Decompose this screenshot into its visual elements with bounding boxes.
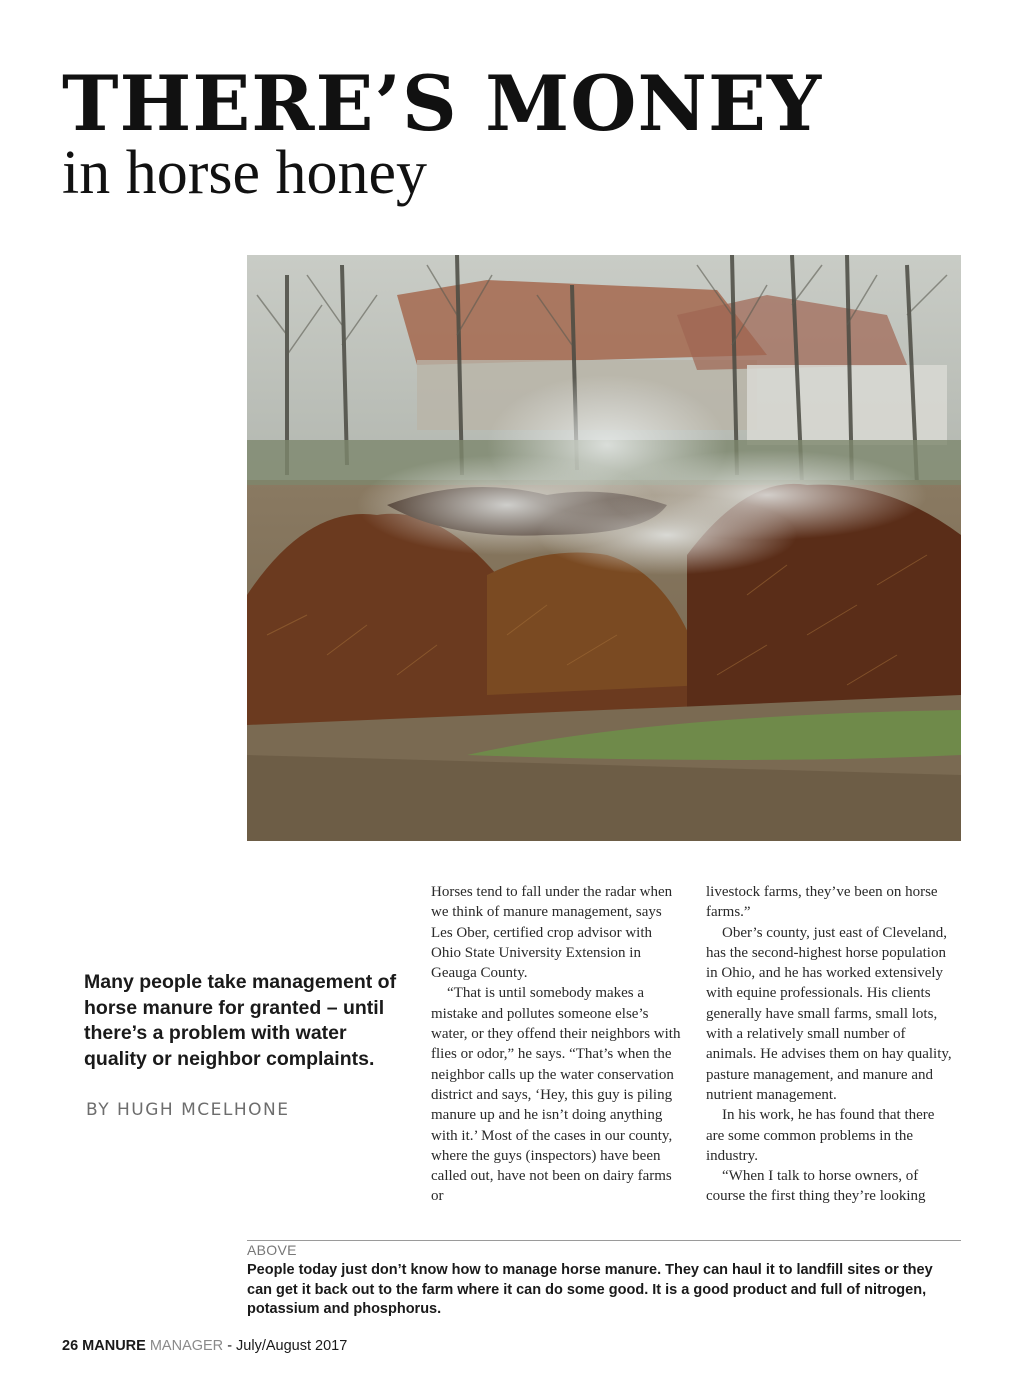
body-paragraph: “That is until somebody makes a mistake and pollutes someone else’s water, or they offend their neighbors with flies or odor,” he says. “That’s when the neighbor calls up the water conservation district and says, ‘Hey, this guy is piling manure up and he isn’t doing anything with it.’ Most of the cases in our county, where the guys (inspectors) have been called out, have not been on dairy farms or	[431, 985, 681, 1205]
caption-divider	[247, 1240, 961, 1241]
feature-photo	[247, 255, 961, 841]
photo-caption: People today just don’t know how to manage horse manure. They can haul it to landfill sites or they can get it back out to the farm where it can do some good. It is a good product and full of nitrogen, potassium and phosphorus.	[247, 1262, 933, 1317]
issue-date: - July/August 2017	[227, 1338, 348, 1354]
body-column-1	[431, 882, 681, 1207]
caption-label: ABOVE	[247, 1242, 297, 1258]
byline: BY HUGH MCELHONE	[86, 1100, 290, 1120]
deck-summary: Many people take management of horse manure for granted – until there’s a problem with water quality or neighbor complaints.	[84, 971, 397, 1070]
body-column-2	[706, 882, 956, 1207]
body-paragraph: Horses tend to fall under the radar when we think of manure management, says Les Ober, certified crop advisor with Ohio State University Extension in Geauga County.	[431, 884, 673, 982]
page-footer	[62, 1338, 347, 1354]
magazine-name-bold: MANURE	[82, 1338, 146, 1354]
steaming-manure-piles-icon	[247, 255, 961, 841]
headline: THERE’S MONEY	[62, 59, 823, 148]
body-paragraph: In his work, he has found that there are some common problems in the industry.	[706, 1107, 935, 1164]
headline-subtitle: in horse honey	[62, 139, 428, 207]
body-paragraph: livestock farms, they’ve been on horse farms.”	[706, 884, 938, 921]
magazine-name-light: MANAGER	[149, 1338, 224, 1354]
body-paragraph: Ober’s county, just east of Cleveland, has the second-highest horse population in Ohio, and he has worked extensively with equine professionals. His clients generally have small farms, small lots, with a relatively small number of animals. He advises them on hay quality, pasture management, and manure and nutrient management.	[706, 924, 952, 1103]
body-paragraph: “When I talk to horse owners, of course the first thing they’re looking	[706, 1168, 926, 1205]
page-number: 26	[62, 1338, 79, 1354]
